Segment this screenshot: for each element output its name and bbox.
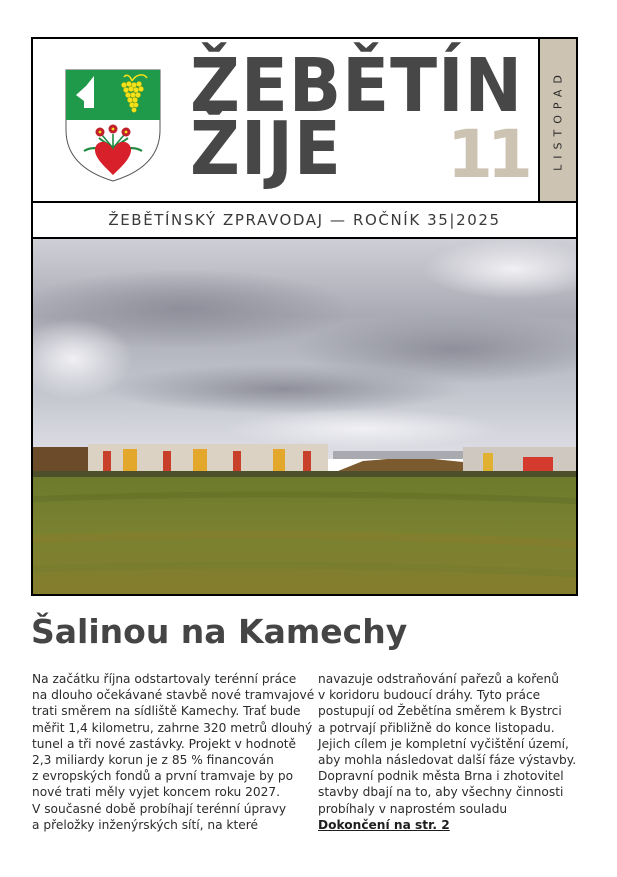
article-text-line: V současné době probíhají terénní úpravy	[32, 801, 287, 816]
article-text-line: na dlouho očekávané stavbě nové tramvajové	[32, 688, 315, 703]
article-text-line: 2,3 miliardy korun je z 85 % financován	[32, 753, 274, 768]
article-text-line: postupují od Žebětína směrem k Bystrci	[318, 704, 562, 719]
article-text-line: trati směrem na sídliště Kamechy. Trať bude	[32, 704, 301, 719]
article-text-line: a potrvají přibližně do konce listopadu.	[318, 720, 555, 735]
article-column-2	[318, 671, 590, 833]
article-text-line: Dopravní podnik města Brna i zhotovitel	[318, 769, 564, 784]
masthead	[33, 39, 576, 203]
masthead-title-line2: ŽIJE	[190, 106, 342, 192]
article-column-1	[32, 671, 315, 833]
month-label: LISTOPAD	[551, 69, 565, 171]
article-text-line: nové trati měly vyjet koncem roku 2027.	[32, 785, 280, 800]
coat-of-arms-icon	[64, 68, 162, 183]
article-text-line: měřit 1,4 kilometru, zahrne 320 metrů dlouhý	[32, 720, 313, 735]
article-text-line: stavby dbají na to, aby všechny činnosti	[318, 785, 564, 800]
article-text-line: a přeložky inženýrských sítí, na které	[32, 817, 258, 832]
issue-number: 11	[447, 116, 527, 193]
newsletter-subtitle: ŽEBĚTÍNSKÝ ZPRAVODAJ — ROČNÍK 35|2025	[108, 211, 501, 229]
article-text-line: tunel a tři nové zastávky. Projekt v hodnotě	[32, 736, 297, 751]
article-text-line: z evropských fondů a první tramvaje by po	[32, 769, 294, 784]
article-text-line: Jejich cílem je kompletní vyčištění území,	[318, 736, 569, 751]
continue-reading-link[interactable]: Dokončení na str. 2	[318, 817, 450, 832]
article-text-line: Na začátku října odstartovaly terénní práce	[32, 672, 297, 686]
article-text-line: v koridoru budoucí dráhy. Tyto práce	[318, 688, 541, 703]
masthead-title-line1: ŽEBĚTÍN	[190, 43, 524, 129]
article-text-line: probíhaly v naprostém souladu	[318, 801, 508, 816]
month-sidebar	[538, 39, 576, 201]
cover-frame	[31, 37, 578, 596]
cover-photo	[33, 239, 576, 594]
landscape-photo-icon	[33, 239, 576, 594]
subtitle-band	[33, 203, 576, 239]
article-headline: Šalinou na Kamechy	[31, 612, 408, 651]
article-text-line: navazuje odstraňování pařezů a kořenů	[318, 672, 559, 686]
article-text-line: aby mohla následovat další fáze výstavby.	[318, 753, 577, 768]
